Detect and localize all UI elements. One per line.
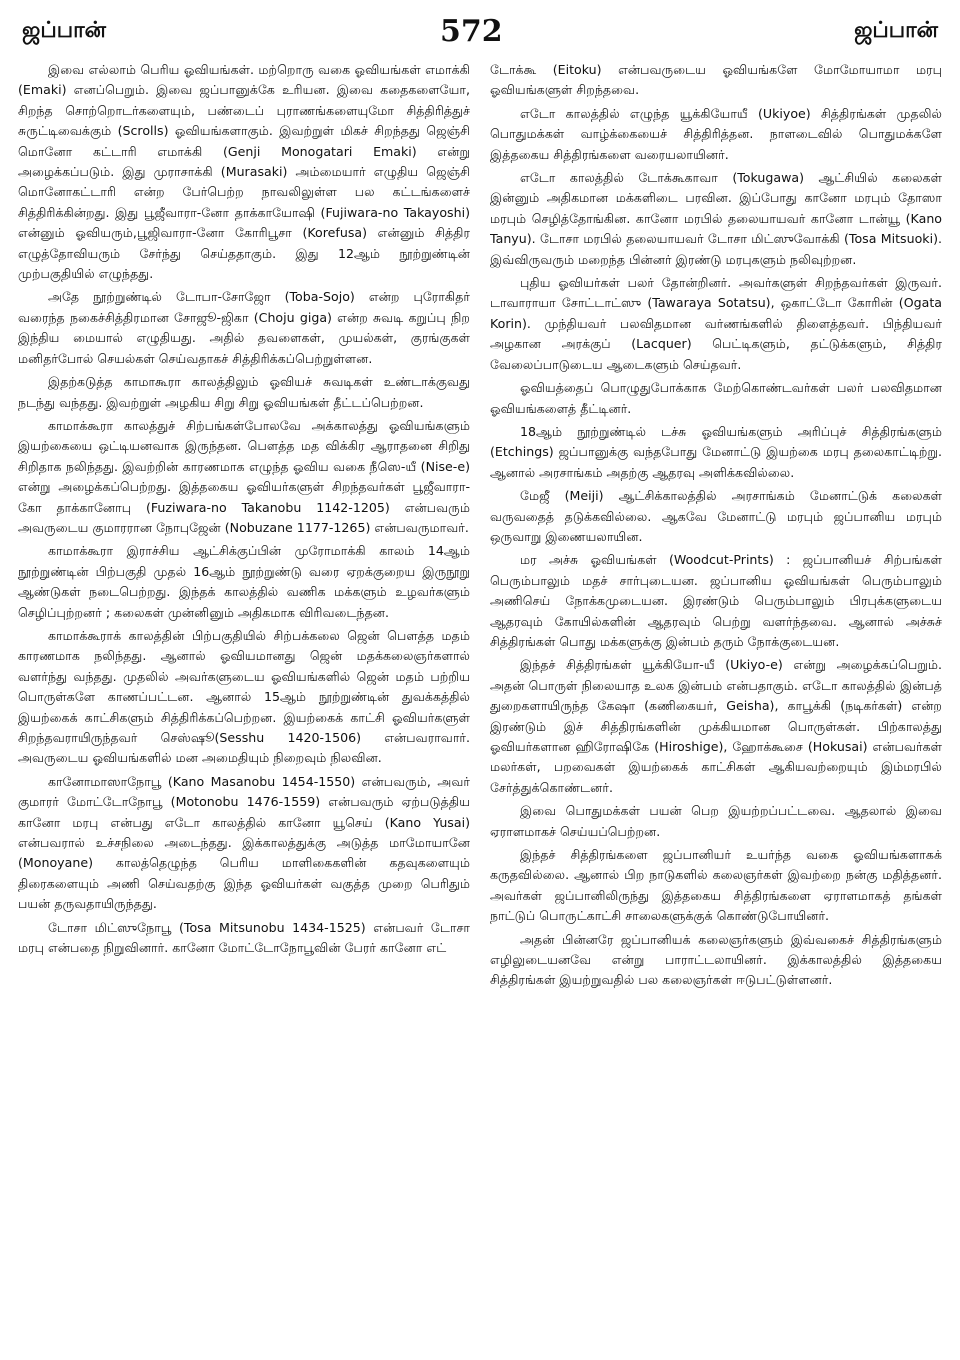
paragraph: அதன் பின்னரே ஜப்பானியக் கலைஞர்களும் இவ்வகைச் சித்திரங்களும் எழிலுடையனவே என்று பாராட்டலாயினர். இக்காலத்தில் இத்தகைய சித்திரங்கள் இயற்றுவதில் பல கலைஞர்கள் ஈடுபட்டுள்ளனர். bbox=[490, 931, 942, 988]
paragraph: ஓவியத்தைப் பொழுதுபோக்காக மேற்கொண்டவர்கள் பலர் பலவிதமான ஓவியங்களைத் தீட்டினர். bbox=[490, 380, 942, 416]
paragraph: 18ஆம் நூற்றுண்டில் டச்சு ஓவியங்களும் அரிப்புச் சித்திரங்களும் (Etchings) ஜப்பானுக்கு வந்தபோது மேனாட்டு இயற்கை மரபு தலைகாட்டிற்று. ஆனால் அரசாங்கம் அதற்கு ஆதரவு அளிக்கவில்லை. bbox=[490, 423, 942, 480]
paragraph: மர அச்சு ஓவியங்கள் (Woodcut-Prints) : ஜப்பானியச் சிற்பங்கள் பெரும்பாலும் மதச் சார்புடையன. ஜப்பானிய ஓவியங்கள் பெரும்பாலும் அணிசெய் நோக்கமுடையன. இரண்டும் பெரும்பாலும் பிரபுக்களுடைய ஆதரவும் கோயில்களின் ஆதரவும் பெற்று வளர்ந்தவை. ஆனால் அச்சுச் சித்திரங்கள் பொது மக்களுக்கு இன்பம் தரும் நோக்குடையன. bbox=[490, 552, 942, 649]
paragraph: டோசா மிட்ஸுநோபூ (Tosa Mitsunobu 1434-1525) என்பவர் டோசா மரபு என்பதை நிறுவினார். கானோ மோட்டோநோபூவின் பேரர் கானோ எட் bbox=[18, 919, 470, 956]
paragraph: எடோ காலத்தில் எழுந்த யூக்கியோயீ (Ukiyoe) சித்திரங்கள் முதலில் பொதுமக்கள் வாழ்க்கையைச் சித்திரித்தன. நாளடைவில் பொதுமக்களே இத்தகைய சித்திரங்களை வரையலாயினர். bbox=[490, 105, 942, 162]
paragraph: இந்தச் சித்திரங்கள் யூக்கியோ-யீ (Ukiyo-e) என்று அழைக்கப்பெறும். அதன் பொருள் நிலையாத உலக இன்பம் என்பதாகும். எடோ காலத்தில் இன்பத் துறைகளாயிருந்த கேஷா (கணிகையர், Geisha), காபூக்கி (நடிகர்கள்) என்ற இரண்டும் இச் சித்திரங்களின் முக்கியமான பொருள்கள். பிற்காலத்து ஓவியர்களான ஹிரோஷிகே (Hiroshige), ஹோக்கூசை (Hokusai) என்பவர்கள் மலர்கள், பறவைகள் இயற்கைக் காட்சிகள் ஆகியவற்றையும் இம்மரபில் சேர்த்துக்கொண்டனர். bbox=[490, 657, 942, 795]
paragraph: கானோமாஸாநோபூ (Kano Masanobu 1454-1550) என்பவரும், அவர் குமாரர் மோட்டோநோபூ (Motonobu 1476-1559) என்பவரும் ஏற்படுத்திய கானோ மரபு என்பது எடோ காலத்தில் கானோ யூசெய் (Kano Yusai) என்பவரால் உச்சநிலை அடைந்தது. இக்காலத்துக்கு அடுத்த மாமோயானே (Monoyane) காலத்தெழுந்த பெரிய மாளிகைகளின் கதவுகளையும் திரைகளையும் அணி செய்வதற்கு இந்த ஓவியர்கள் வகுத்த முறை பெரிதும் பயன் தருவதாயிருந்தது. bbox=[18, 773, 470, 912]
paragraph: இவை பொதுமக்கள் பயன் பெற இயற்றப்பட்டவை. ஆதலால் இவை ஏராளமாகச் செய்யப்பெற்றன. bbox=[490, 803, 942, 839]
paragraph: காமாக்கூரா காலத்துச் சிற்பங்கள்போலவே அக்காலத்து ஓவியங்களும் இயற்கையை ஒட்டியனவாக இருந்தன. பௌத்த மத விக்கிர ஆராதனை சிறிது சிறிதாக நலிந்தது. இவற்றின் காரணமாக எழுந்த ஓவிய வகை நீஸெ-யீ (Nise-e) என்று அழைக்கப்பெற்றது. இத்தகைய ஓவியர்களுள் சிறந்தவர்கள் பூஜீவாரா-கோ தாக்கானோபு (Fuziwara-no Takanobu 1142-1205) என்பவரும் அவருடைய குமாரரான நோபுஜேன் (Nobuzane 1177-1265) என்பவருமாவர். bbox=[18, 417, 470, 535]
paragraph: காமாக்கூரா இராச்சிய ஆட்சிக்குப்பின் முரோமாக்கி காலம் 14ஆம் நூற்றுண்டின் பிற்பகுதி முதல் 16ஆம் நூற்றுண்டு வரை ஏறக்குறைய இருநூறு ஆண்டுகள் நடைபெற்றது. இந்தக் காலத்தில் வணிக மக்களும் உழவர்களும் செழிப்புற்றனர் ; கலைகள் முன்னினும் அதிகமாக விரிவடைந்தன. bbox=[18, 543, 470, 620]
paragraph: இதற்கடுத்த காமாகூரா காலத்திலும் ஓவியச் சுவடிகள் உண்டாக்குவது நடந்து வந்தது. இவற்றுள் அழகிய சிறு சிறு ஓவியங்கள் தீட்டப்பெற்றன. bbox=[18, 374, 470, 410]
paragraph: இந்தச் சித்திரங்களை ஜப்பானியர் உயர்ந்த வகை ஓவியங்களாகக் கருதவில்லை. ஆனால் பிற நாடுகளில் கலைஞர்கள் இவற்றை நன்கு மதித்தனர். அவர்கள் ஜப்பானிலிருந்து இத்தகைய சித்திரங்களை ஏராளமாகத் தங்கள் நாட்டுப் பொருட்காட்சி சாலைகளுக்குக் கொண்டுபோயினர். bbox=[490, 847, 942, 924]
paragraph: இவை எல்லாம் பெரிய ஓவியங்கள். மற்றொரு வகை ஓவியங்கள் எமாக்கி (Emaki) எனப்பெறும். இவை ஜப்பானுக்கே உரியன. இவை கதைகளையோ, சிறந்த சொற்றொடர்களையும், பண்டைப் புராணங்களையுமோ சித்திரித்துச் சுருட்டிவைக்கும் (Scrolls) ஓவியங்களாகும். இவற்றுள் மிகச் சிறந்தது ஜெஞ்சி மொனோ கட்டாரி எமாக்கி (Genji Monogatari Emaki) என்று அழைக்கப்படும். இது முராசாக்கி (Murasaki) அம்மையார் எழுதிய ஜெஞ்சி மொனோகட்டாரி என்ற பேர்பெற்ற நாவலிலுள்ள பல கட்டங்களைச் சித்திரிக்கின்றது. இது பூஜீவாரா-னோ தாக்காயோஷி (Fujiwara-no Takayoshi) என்னும் ஓவியரும்,பூஜிவாரா-னோ கோரிபூசா (Korefusa) என்னும் சித்திர எழுத்தோவியரும் சேர்ந்து செய்ததாகும். இது 12ஆம் நூற்றுண்டின் முற்பகுதியில் எழுந்தது. bbox=[18, 62, 470, 282]
paragraph: புதிய ஓவியர்கள் பலர் தோன்றினர். அவர்களுள் சிறந்தவர்கள் இருவர். டாவாராயா சோட்டாட்ஸு (Tawaraya Sotatsu), ஒகாட்டோ கோரின் (Ogata Korin). முந்தியவர் பலவிதமான வர்ணங்களில் திளைத்தவர். பிந்தியவர் அழகான அரக்குப் (Lacquer) பெட்டிகளும், தட்டுக்களும், சித்திர வேலைப்பாடுடைய ஆடைகளும் செய்தவர். bbox=[490, 275, 942, 372]
left-column bbox=[18, 60, 470, 1350]
running-head-left: ஜப்பான் bbox=[22, 18, 106, 43]
paragraph: மேஜீ (Meiji) ஆட்சிக்காலத்தில் அரசாங்கம் மேனாட்டுக் கலைகள் வருவதைத் தடுக்கவில்லை. ஆகவே மேனாட்டு மரபும் ஜப்பானிய மரபும் ஒருவாறு இணையலாயின. bbox=[490, 488, 942, 544]
paragraph: எடோ காலத்தில் டோக்கூகாவா (Tokugawa) ஆட்சியில் கலைகள் இன்னும் அதிகமான மக்களிடை பரவின. இப்போது கானோ மரபும் தோஸா மரபும் செழித்தோங்கின. கானோ மரபில் தலையாயவர் கானோ டான்யூ (Kano Tanyu). டோசா மரபில் தலையாயவர் டோசா மிட்ஸுவோக்கி (Tosa Mitsuoki). இவ்விருவரும் மறைந்த பின்னர் இரண்டு மரபுகளும் நலிவுற்றன. bbox=[490, 170, 942, 267]
paragraph-continued: டோக்கூ (Eitoku) என்பவருடைய ஓவியங்களே மோமோயாமா மரபு ஓவியங்களுள் சிறந்தவை. bbox=[490, 62, 942, 98]
paragraph: அதே நூற்றுண்டில் டோபா-சோஜோ (Toba-Sojo) என்ற புரோகிதர் வரைந்த நகைச்சித்திரமான சோஜூ-ஜிகா (Choju giga) என்ற சுவடி கறுப்பு நிற இந்திய மையால் எழுதியது. அதில் தவளைகள், முயல்கள், குரங்குகள் மனிதர்போல் செயல்கள் செய்வதாகச் சித்திரிக்கப்பெற்றுள்ளன. bbox=[18, 289, 470, 366]
page-number: 572 bbox=[440, 14, 503, 49]
right-column bbox=[490, 60, 942, 1350]
paragraph: காமாக்கூராக் காலத்தின் பிற்பகுதியில் சிற்பக்கலை ஜென் பௌத்த மதம் காரணமாக நலிந்தது. ஆனால் ஓவியமானது ஜென் மதக்கலைஞர்களால் வளர்ந்து வந்தது. முதலில் அவர்களுடைய ஓவியங்களில் ஜென் மதம் பற்றிய பொருள்களே காணப்பட்டன. ஆனால் 15ஆம் நூற்றுண்டின் துவக்கத்தில் இயற்கைக் காட்சிகளும் சித்திரிக்கப்பெற்றன. இயற்கைக் காட்சி ஓவியர்களுள் சிறந்தவராயிருந்தவர் செஸ்ஷூ(Sesshu 1420-1506) என்பவராவார். அவருடைய ஓவியங்களில் மன அமைதியும் நிறைவும் நிலவின. bbox=[18, 627, 470, 766]
running-head-right: ஜப்பான் bbox=[854, 18, 938, 43]
page-header bbox=[0, 0, 960, 56]
